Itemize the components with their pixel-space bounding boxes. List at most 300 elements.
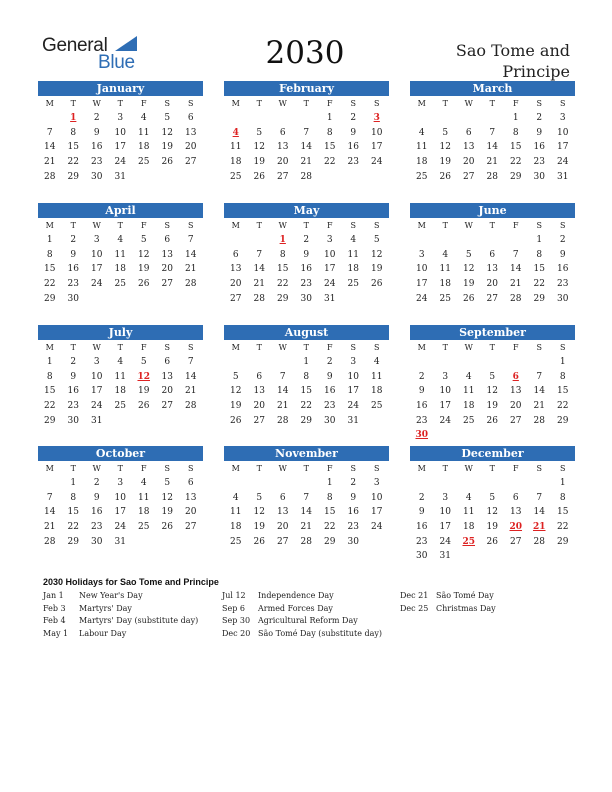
day-cell: 14 — [253, 264, 265, 275]
weekday-header-row — [224, 462, 389, 476]
day-cell: 7 — [489, 127, 496, 138]
weekday-label: M — [45, 221, 54, 230]
day-cell: 31 — [557, 171, 569, 182]
day-cell: 16 — [347, 507, 359, 518]
day-cell: 17 — [114, 142, 126, 153]
country-name: Sao Tome and Principe — [455, 41, 570, 81]
day-cell — [410, 111, 434, 126]
day-cell: 14 — [300, 507, 312, 518]
day-cell: 21 — [185, 386, 197, 397]
day-cell: 31 — [347, 415, 359, 426]
logo-text-blue: Blue — [98, 52, 135, 73]
day-cell: 19 — [161, 142, 173, 153]
day-cell: 6 — [465, 127, 472, 138]
day-cell: 17 — [439, 522, 451, 533]
month-name: January — [38, 81, 203, 96]
day-cell: 9 — [326, 371, 333, 382]
day-cell: 4 — [232, 492, 239, 503]
day-cell: 26 — [486, 415, 498, 426]
day-cell: 19 — [138, 386, 150, 397]
month-september — [410, 325, 575, 443]
day-cell: 19 — [253, 522, 265, 533]
weekday-label: M — [417, 99, 426, 108]
month-name: November — [224, 446, 389, 461]
day-cell: 15 — [300, 386, 312, 397]
day-cell: 20 — [253, 401, 265, 412]
weekday-label: W — [278, 221, 287, 230]
day-cell — [271, 355, 295, 370]
weekday-label: S — [536, 221, 542, 230]
week-row — [38, 520, 203, 535]
day-cell: 21 — [277, 401, 289, 412]
month-name: June — [410, 203, 575, 218]
day-cell: 6 — [489, 249, 496, 260]
day-cell: 20 — [277, 522, 289, 533]
week-row — [38, 505, 203, 520]
weekday-label: S — [536, 464, 542, 473]
day-cell: 7 — [46, 127, 53, 138]
weekday-label: T — [303, 221, 309, 230]
weekday-label: F — [140, 343, 147, 352]
weekday-label: M — [231, 464, 240, 473]
day-cell: 6 — [279, 492, 286, 503]
day-cell — [410, 476, 434, 491]
day-cell — [179, 292, 203, 307]
week-row — [410, 399, 575, 414]
day-cell: 25 — [114, 279, 126, 290]
day-cell: 26 — [486, 536, 498, 547]
day-cell: 8 — [70, 492, 77, 503]
day-cell: 16 — [416, 522, 428, 533]
day-cell: 8 — [559, 371, 566, 382]
week-row — [410, 262, 575, 277]
day-cell: 3 — [418, 249, 425, 260]
day-cell: 3 — [117, 478, 124, 488]
day-cell: 25 — [347, 279, 359, 290]
day-cell — [457, 355, 481, 370]
day-cell: 18 — [114, 386, 126, 397]
day-cell: 20 — [486, 279, 498, 290]
day-cell: 11 — [463, 386, 475, 397]
day-cell: 19 — [371, 264, 383, 275]
day-cell — [434, 233, 458, 248]
week-row — [410, 126, 575, 141]
generalblue-logo — [42, 35, 152, 71]
day-cell: 10 — [91, 371, 103, 382]
week-row — [224, 505, 389, 520]
weekday-label: T — [117, 343, 123, 352]
weekday-label: S — [188, 221, 194, 230]
day-cell: 6 — [512, 492, 519, 503]
day-cell: 10 — [114, 492, 126, 503]
weekday-label: T — [70, 464, 76, 473]
day-cell: 8 — [279, 249, 286, 260]
week-row — [38, 262, 203, 277]
day-cell: 29 — [277, 293, 289, 304]
holiday-name: Agricultural Reform Day — [258, 616, 358, 625]
weekday-label: S — [188, 99, 194, 108]
day-cell: 22 — [510, 157, 522, 168]
holiday-name: Independence Day — [258, 591, 334, 600]
day-cell: 12 — [253, 142, 265, 153]
weekday-label: T — [117, 99, 123, 108]
weekday-label: S — [560, 99, 566, 108]
month-april — [38, 203, 203, 306]
holiday-day-cell: 12 — [137, 371, 151, 382]
weekday-label: T — [442, 343, 448, 352]
day-cell: 5 — [256, 492, 263, 503]
day-cell: 13 — [161, 371, 173, 382]
day-cell: 23 — [533, 157, 545, 168]
day-cell: 22 — [67, 522, 79, 533]
holiday-column — [43, 590, 198, 640]
day-cell: 15 — [324, 142, 336, 153]
holiday-item — [43, 603, 198, 616]
week-row — [224, 140, 389, 155]
day-cell: 8 — [512, 127, 519, 138]
weekday-header-row — [38, 462, 203, 476]
day-cell: 22 — [324, 522, 336, 533]
weekday-label: W — [92, 343, 101, 352]
day-cell: 26 — [371, 279, 383, 290]
day-cell: 26 — [138, 279, 150, 290]
day-cell: 23 — [91, 157, 103, 168]
day-cell — [528, 549, 552, 564]
day-cell — [457, 233, 481, 248]
weekday-label: S — [164, 221, 170, 230]
day-cell: 26 — [439, 171, 451, 182]
day-cell: 21 — [300, 157, 312, 168]
day-cell: 9 — [536, 127, 543, 138]
day-cell: 18 — [138, 507, 150, 518]
week-row — [410, 233, 575, 248]
day-cell: 9 — [70, 249, 77, 260]
day-cell: 9 — [93, 127, 100, 138]
holiday-name: São Tomé Day (substitute day) — [258, 628, 383, 638]
logo-text-general: General — [42, 35, 108, 56]
day-cell — [481, 111, 505, 126]
weekday-header-row — [410, 97, 575, 111]
day-cell: 19 — [439, 157, 451, 168]
day-cell: 15 — [67, 142, 79, 153]
holiday-date: Sep 6 — [222, 603, 245, 613]
weekday-label: W — [464, 99, 473, 108]
weekday-label: M — [231, 343, 240, 352]
day-cell: 14 — [533, 386, 545, 397]
week-row — [38, 384, 203, 399]
month-name: August — [224, 325, 389, 340]
weekday-label: T — [442, 464, 448, 473]
day-cell: 14 — [533, 507, 545, 518]
day-cell: 21 — [486, 157, 498, 168]
day-cell — [179, 535, 203, 550]
weekday-label: F — [512, 221, 519, 230]
day-cell — [457, 428, 481, 443]
day-cell: 12 — [486, 386, 498, 397]
day-cell: 17 — [324, 264, 336, 275]
day-cell: 28 — [185, 401, 197, 412]
day-cell: 16 — [416, 401, 428, 412]
month-name: February — [224, 81, 389, 96]
weekday-label: S — [560, 221, 566, 230]
weekday-label: T — [303, 464, 309, 473]
holiday-day-cell: 20 — [509, 522, 523, 533]
weekday-label: F — [140, 99, 147, 108]
day-cell: 10 — [439, 507, 451, 518]
week-row — [224, 126, 389, 141]
day-cell: 15 — [533, 264, 545, 275]
day-cell: 7 — [187, 357, 194, 367]
weekday-label: S — [536, 343, 542, 352]
day-cell: 11 — [371, 371, 383, 382]
week-row — [410, 384, 575, 399]
weekday-label: W — [464, 221, 473, 230]
day-cell: 15 — [510, 142, 522, 153]
day-cell: 26 — [138, 401, 150, 412]
day-cell: 16 — [557, 264, 569, 275]
week-row — [224, 535, 389, 550]
day-cell: 2 — [418, 492, 425, 503]
day-cell: 23 — [324, 401, 336, 412]
weekday-label: F — [326, 99, 333, 108]
holiday-date: Dec 21 — [400, 591, 429, 600]
day-cell — [365, 170, 389, 185]
day-cell: 4 — [465, 371, 472, 382]
day-cell — [457, 549, 481, 564]
day-cell: 11 — [230, 507, 242, 518]
holiday-item — [222, 615, 382, 628]
holiday-name: Martyrs' Day (substitute day) — [79, 616, 199, 625]
day-cell: 29 — [533, 293, 545, 304]
weekday-label: W — [278, 99, 287, 108]
day-cell: 30 — [67, 293, 79, 304]
day-cell: 7 — [256, 249, 263, 260]
day-cell: 12 — [463, 264, 475, 275]
weekday-label: M — [417, 221, 426, 230]
day-cell: 25 — [463, 415, 475, 426]
week-row — [38, 355, 203, 370]
week-row — [224, 491, 389, 506]
day-cell: 20 — [185, 142, 197, 153]
day-cell: 28 — [300, 171, 312, 182]
day-cell: 18 — [138, 142, 150, 153]
day-cell: 10 — [416, 264, 428, 275]
day-cell: 22 — [557, 401, 569, 412]
week-row — [38, 155, 203, 170]
day-cell: 24 — [347, 401, 359, 412]
weekday-label: S — [164, 464, 170, 473]
weekday-label: W — [464, 343, 473, 352]
day-cell: 8 — [326, 492, 333, 503]
day-cell: 22 — [557, 522, 569, 533]
day-cell: 27 — [463, 171, 475, 182]
day-cell: 14 — [486, 142, 498, 153]
day-cell: 30 — [67, 415, 79, 426]
weekday-label: S — [560, 464, 566, 473]
day-cell: 18 — [347, 264, 359, 275]
day-cell: 30 — [324, 415, 336, 426]
month-name: July — [38, 325, 203, 340]
day-cell — [224, 111, 248, 126]
holiday-day-cell: 1 — [70, 113, 77, 123]
day-cell: 31 — [114, 171, 126, 182]
weekday-label: F — [140, 464, 147, 473]
day-cell: 17 — [91, 386, 103, 397]
weekday-label: T — [489, 221, 495, 230]
day-cell: 31 — [439, 551, 451, 562]
day-cell: 12 — [138, 249, 150, 260]
day-cell — [434, 476, 458, 491]
day-cell: 10 — [347, 371, 359, 382]
day-cell: 23 — [416, 415, 428, 426]
weekday-label: M — [417, 464, 426, 473]
weekday-label: S — [374, 221, 380, 230]
weekday-label: S — [560, 343, 566, 352]
holiday-date: May 1 — [43, 628, 69, 638]
day-cell: 27 — [185, 522, 197, 533]
day-cell: 2 — [303, 235, 310, 245]
day-cell: 2 — [93, 113, 100, 123]
day-cell: 5 — [140, 235, 147, 245]
day-cell: 27 — [510, 536, 522, 547]
day-cell — [156, 414, 180, 429]
day-cell — [528, 476, 552, 491]
weekday-label: T — [256, 221, 262, 230]
weekday-label: W — [278, 464, 287, 473]
day-cell: 2 — [350, 478, 357, 488]
day-cell: 15 — [67, 507, 79, 518]
weekday-label: T — [489, 464, 495, 473]
week-row — [224, 170, 389, 185]
day-cell: 28 — [300, 536, 312, 547]
day-cell: 20 — [463, 157, 475, 168]
day-cell: 24 — [114, 522, 126, 533]
day-cell: 6 — [164, 357, 171, 367]
weekday-label: T — [70, 99, 76, 108]
day-cell: 7 — [279, 371, 286, 382]
day-cell: 18 — [439, 279, 451, 290]
day-cell: 13 — [277, 507, 289, 518]
weekday-label: S — [374, 99, 380, 108]
holiday-name: Martyrs' Day — [79, 603, 132, 613]
weekday-label: F — [512, 99, 519, 108]
week-row — [410, 428, 575, 443]
weekday-label: S — [350, 464, 356, 473]
day-cell: 17 — [347, 386, 359, 397]
weekday-label: T — [489, 99, 495, 108]
day-cell: 24 — [114, 157, 126, 168]
week-row — [38, 170, 203, 185]
week-row — [224, 233, 389, 248]
week-row — [410, 355, 575, 370]
day-cell — [109, 414, 133, 429]
day-cell: 31 — [324, 293, 336, 304]
day-cell: 9 — [559, 249, 566, 260]
day-cell: 24 — [91, 401, 103, 412]
day-cell: 4 — [465, 492, 472, 503]
day-cell: 20 — [161, 264, 173, 275]
day-cell: 25 — [230, 171, 242, 182]
day-cell: 7 — [303, 127, 310, 138]
week-row — [38, 111, 203, 126]
day-cell: 10 — [371, 127, 383, 138]
day-cell — [504, 549, 528, 564]
weekday-label: M — [45, 343, 54, 352]
day-cell: 30 — [300, 293, 312, 304]
day-cell — [504, 428, 528, 443]
day-cell: 9 — [350, 492, 357, 503]
day-cell: 29 — [67, 171, 79, 182]
weekday-label: S — [188, 464, 194, 473]
day-cell: 28 — [277, 415, 289, 426]
day-cell: 8 — [326, 127, 333, 138]
day-cell — [179, 414, 203, 429]
day-cell: 30 — [533, 171, 545, 182]
weekday-label: T — [256, 99, 262, 108]
weekday-label: T — [256, 464, 262, 473]
holiday-day-cell: 4 — [232, 127, 239, 138]
weekday-label: W — [92, 464, 101, 473]
day-cell: 24 — [416, 293, 428, 304]
day-cell: 1 — [326, 113, 333, 123]
month-february — [224, 81, 389, 184]
weekday-label: M — [417, 343, 426, 352]
day-cell: 12 — [371, 249, 383, 260]
week-row — [410, 520, 575, 535]
day-cell — [271, 111, 295, 126]
day-cell — [224, 355, 248, 370]
month-name: October — [38, 446, 203, 461]
day-cell: 25 — [416, 171, 428, 182]
day-cell: 27 — [185, 157, 197, 168]
weekday-label: F — [326, 343, 333, 352]
holiday-column — [222, 590, 382, 640]
day-cell: 18 — [230, 522, 242, 533]
day-cell: 1 — [559, 478, 566, 488]
weekday-label: W — [278, 343, 287, 352]
day-cell: 28 — [533, 536, 545, 547]
month-name: May — [224, 203, 389, 218]
holiday-item — [43, 590, 198, 603]
day-cell — [271, 476, 295, 491]
day-cell: 27 — [277, 171, 289, 182]
day-cell — [504, 476, 528, 491]
day-cell: 25 — [114, 401, 126, 412]
day-cell: 23 — [557, 279, 569, 290]
day-cell — [295, 476, 319, 491]
holiday-item — [43, 615, 198, 628]
day-cell — [342, 170, 366, 185]
day-cell: 1 — [536, 235, 543, 245]
day-cell: 4 — [373, 357, 380, 367]
day-cell: 16 — [67, 264, 79, 275]
day-cell: 26 — [161, 522, 173, 533]
day-cell: 3 — [559, 113, 566, 123]
weekday-label: W — [92, 99, 101, 108]
month-july — [38, 325, 203, 428]
day-cell: 11 — [230, 142, 242, 153]
holiday-date: Dec 20 — [222, 628, 251, 638]
day-cell: 17 — [416, 279, 428, 290]
day-cell: 28 — [44, 536, 56, 547]
weekday-label: T — [303, 343, 309, 352]
day-cell — [85, 292, 109, 307]
week-row — [38, 535, 203, 550]
weekday-label: T — [70, 343, 76, 352]
day-cell: 15 — [324, 507, 336, 518]
day-cell: 14 — [44, 507, 56, 518]
week-row — [224, 155, 389, 170]
